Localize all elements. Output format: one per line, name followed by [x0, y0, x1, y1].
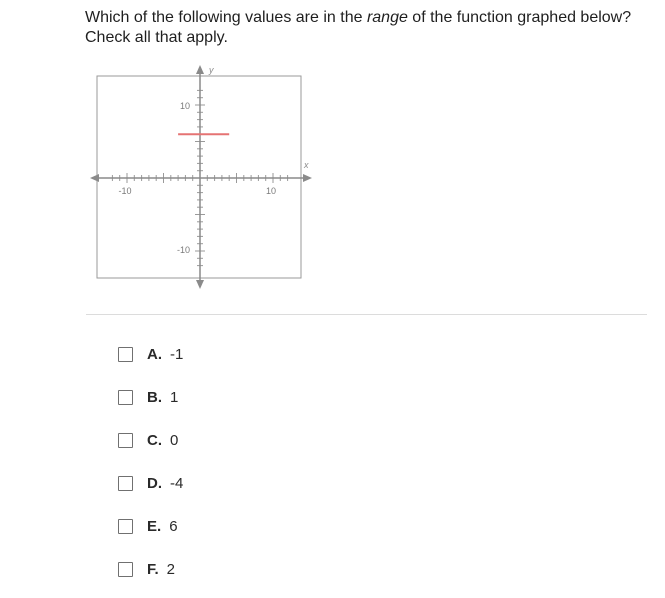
- y-tick-label-neg10: -10: [176, 245, 190, 255]
- graph-svg: [86, 64, 316, 294]
- option-c[interactable]: [118, 426, 183, 454]
- option-letter: D.: [147, 474, 162, 492]
- answer-options: [118, 340, 183, 598]
- y-axis-bottom-arrow: [196, 280, 204, 289]
- option-value: -4: [170, 474, 184, 492]
- y-axis-top-arrow: [196, 65, 204, 74]
- option-value: -1: [170, 345, 184, 363]
- checkbox[interactable]: [118, 433, 133, 448]
- option-value: 6: [169, 517, 178, 535]
- option-value: 0: [170, 431, 179, 449]
- option-e[interactable]: [118, 512, 183, 540]
- question-suffix: of the function graphed below?: [407, 9, 632, 26]
- x-tick-label-neg10: -10: [118, 186, 132, 196]
- graph-frame: [97, 76, 301, 278]
- question-text: [85, 8, 655, 48]
- checkbox[interactable]: [118, 519, 133, 534]
- option-letter: B.: [147, 388, 162, 406]
- y-tick-label-10: 10: [179, 101, 190, 111]
- x-axis-right-arrow: [303, 174, 312, 182]
- option-letter: C.: [147, 431, 162, 449]
- checkbox[interactable]: [118, 562, 133, 577]
- option-b[interactable]: [118, 383, 183, 411]
- option-value: 2: [166, 560, 176, 578]
- option-f[interactable]: [118, 555, 183, 583]
- option-letter: A.: [147, 345, 162, 363]
- y-axis-label: y: [209, 65, 214, 75]
- checkbox[interactable]: [118, 390, 133, 405]
- x-tick-label-10: 10: [265, 186, 277, 196]
- checkbox[interactable]: [118, 347, 133, 362]
- section-divider: [86, 314, 647, 315]
- function-graph: [86, 64, 316, 294]
- option-d[interactable]: [118, 469, 183, 497]
- question-prefix: Which of the following values are in the: [85, 9, 367, 26]
- x-axis-left-arrow: [90, 174, 99, 182]
- option-value: 1: [170, 388, 179, 406]
- option-letter: E.: [147, 517, 162, 535]
- option-letter: F.: [147, 560, 159, 578]
- question-instruction: Check all that apply.: [85, 29, 228, 46]
- checkbox[interactable]: [118, 476, 133, 491]
- question-emphasis: range: [366, 9, 408, 26]
- option-a[interactable]: [118, 340, 183, 368]
- x-axis-label: x: [304, 160, 309, 170]
